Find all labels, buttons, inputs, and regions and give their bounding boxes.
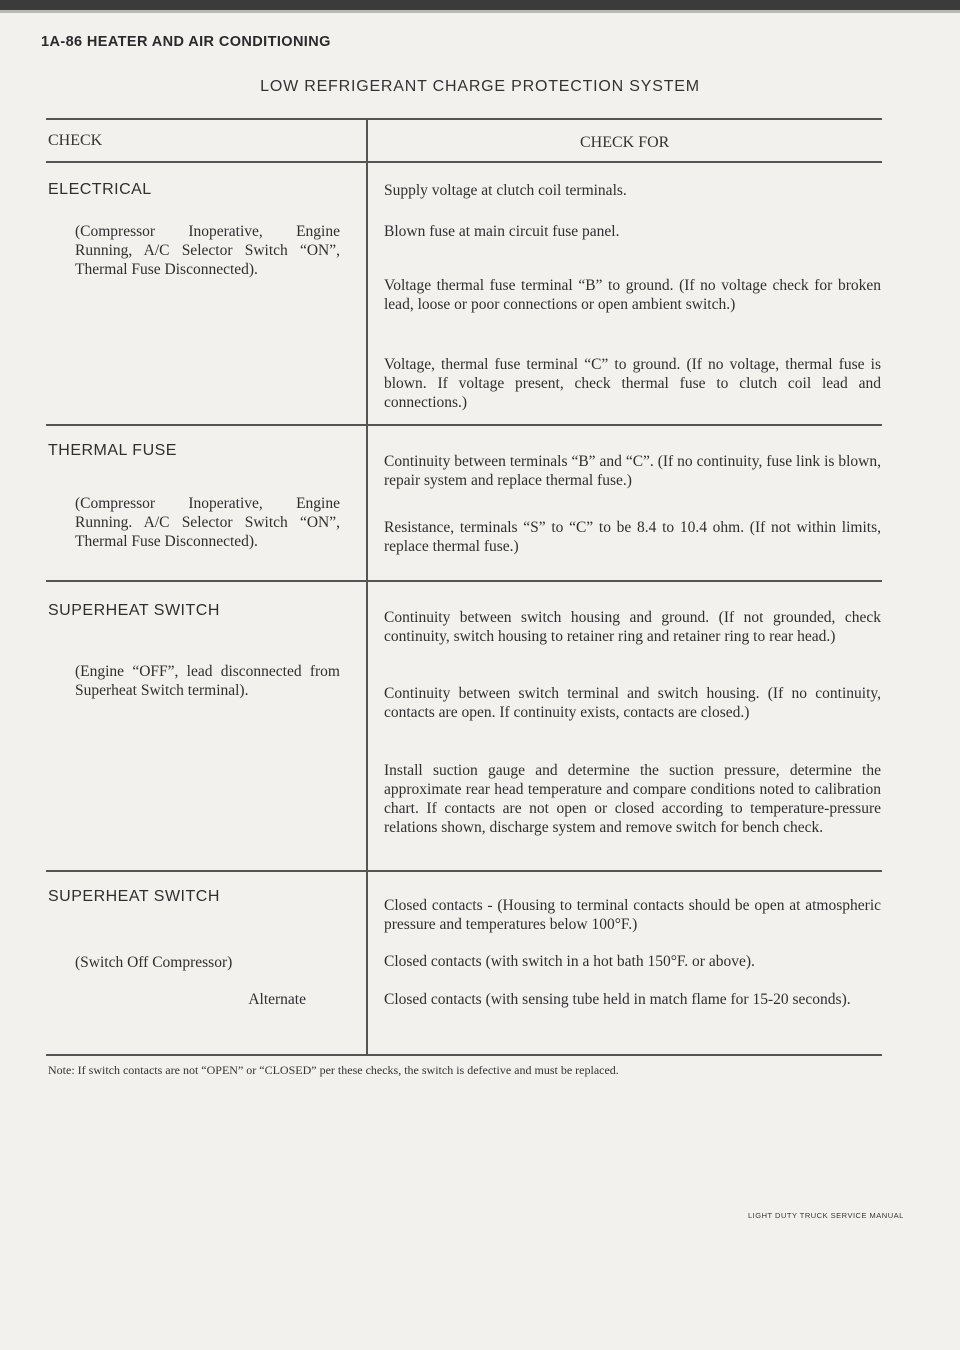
check-item: Supply voltage at clutch coil terminals. <box>384 182 627 199</box>
check-item: Install suction gauge and determine the suction pressure, determine the approximate rear head temperature and compare conditions noted to calibration chart. If contacts are not open or closed according to temperature-pressure relations shown, discharge system and remove switch for bench check. <box>384 762 881 836</box>
table-top-rule <box>46 118 882 120</box>
section-conditions: (Compressor Inoperative, Engine Running. A/C Selector Switch “ON”, Thermal Fuse Disconnected). <box>75 495 340 550</box>
section-conditions: (Switch Off Compressor) <box>75 954 233 971</box>
check-item: Voltage thermal fuse terminal “B” to ground. (If no voltage check for broken lead, loose or poor connections or open ambient switch.) <box>384 277 881 313</box>
check-item: Continuity between switch terminal and switch housing. (If no continuity, contacts are open. If continuity exists, contacts are closed.) <box>384 685 881 721</box>
check-item: Closed contacts (with switch in a hot bath 150°F. or above). <box>384 953 755 970</box>
section-title-superheat-switch: SUPERHEAT SWITCH <box>48 602 220 619</box>
row-divider-1 <box>46 424 882 426</box>
check-item: Voltage, thermal fuse terminal “C” to ground. (If no voltage, thermal fuse is blown. If voltage present, check thermal fuse to clutch coil lead and connections.) <box>384 356 881 411</box>
column-divider <box>366 118 368 1056</box>
section-title-superheat-switch-alternate: SUPERHEAT SWITCH <box>48 888 220 905</box>
document-title: LOW REFRIGERANT CHARGE PROTECTION SYSTEM <box>260 78 700 95</box>
section-conditions: (Engine “OFF”, lead disconnected from Superheat Switch terminal). <box>75 663 340 699</box>
section-title-thermal-fuse: THERMAL FUSE <box>48 442 177 459</box>
check-item: Continuity between terminals “B” and “C”. (If no continuity, fuse link is blown, repair system and replace thermal fuse.) <box>384 453 881 489</box>
column-header-check-for: CHECK FOR <box>580 134 670 151</box>
section-title-electrical: ELECTRICAL <box>48 181 152 198</box>
header-bottom-rule <box>46 161 882 163</box>
check-item: Resistance, terminals “S” to “C” to be 8.4 to 10.4 ohm. (If not within limits, replace thermal fuse.) <box>384 519 881 555</box>
table-bottom-rule <box>46 1054 882 1056</box>
check-item: Continuity between switch housing and ground. (If not grounded, check continuity, switch housing to retainer ring and retainer ring to rear head.) <box>384 609 881 645</box>
column-header-check: CHECK <box>48 132 103 149</box>
check-item: Closed contacts - (Housing to terminal contacts should be open at atmospheric pressure and temperatures below 100°F.) <box>384 897 881 933</box>
row-divider-3 <box>46 870 882 872</box>
page-header: 1A-86 HEATER AND AIR CONDITIONING <box>41 34 331 50</box>
top-edge-bar <box>0 0 960 10</box>
section-condition-alternate: Alternate <box>248 991 306 1008</box>
check-item: Blown fuse at main circuit fuse panel. <box>384 223 620 240</box>
check-item: Closed contacts (with sensing tube held in match flame for 15-20 seconds). <box>384 991 851 1008</box>
row-divider-2 <box>46 580 882 582</box>
section-conditions: (Compressor Inoperative, Engine Running, A/C Selector Switch “ON”, Thermal Fuse Disconnected). <box>75 223 340 278</box>
manual-footer: LIGHT DUTY TRUCK SERVICE MANUAL <box>748 1211 904 1220</box>
footnote: Note: If switch contacts are not “OPEN” or “CLOSED” per these checks, the switch is defective and must be replaced. <box>48 1063 619 1077</box>
top-edge-shadow <box>0 10 960 13</box>
